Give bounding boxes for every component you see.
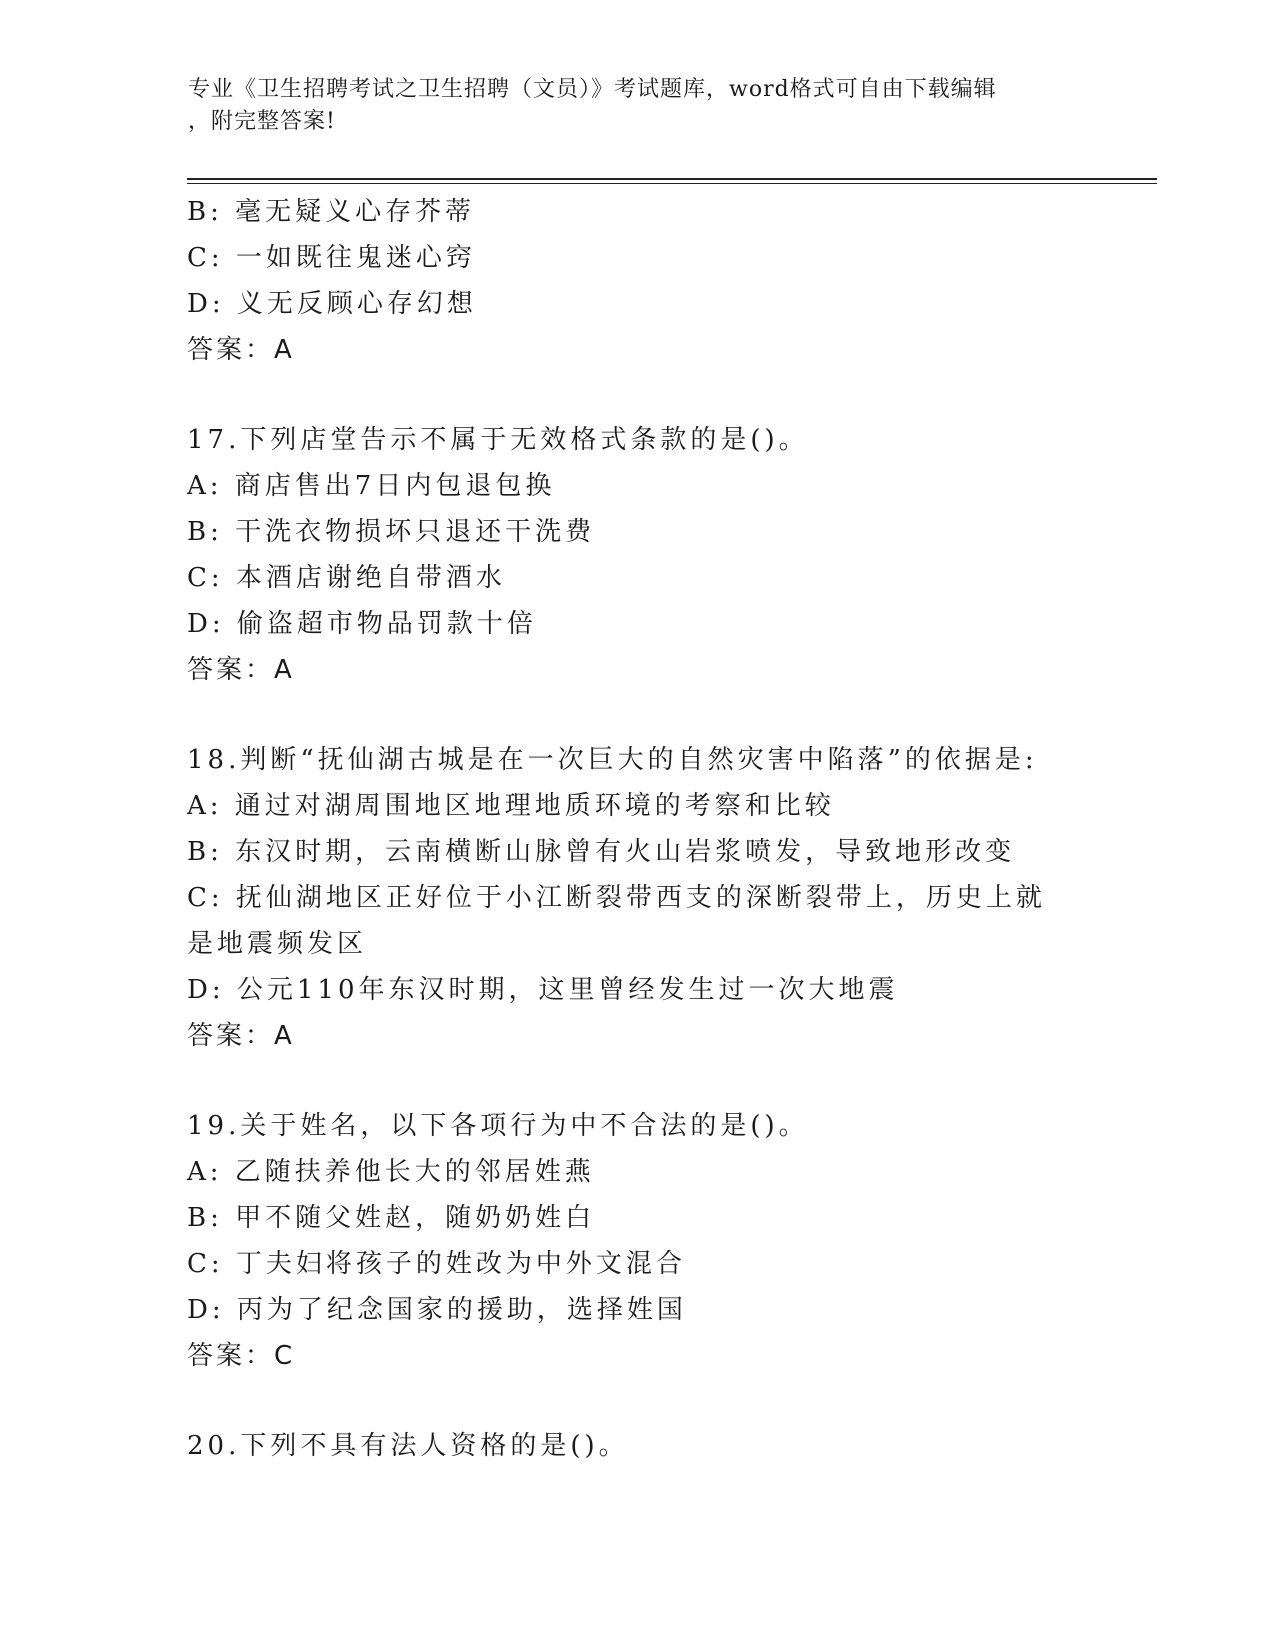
option-a: A: 乙随扶养他长大的邻居姓燕 xyxy=(187,1157,595,1187)
answer-line: 答案：A xyxy=(187,1021,295,1051)
option-c: C: 本酒店谢绝自带酒水 xyxy=(187,563,506,593)
answer-line: 答案：A xyxy=(187,655,295,685)
question-18 xyxy=(187,737,1087,1059)
option-d: D: 丙为了纪念国家的援助，选择姓国 xyxy=(187,1295,687,1325)
header-rule-thick xyxy=(187,178,1157,180)
option-a: A: 商店售出7日内包退包换 xyxy=(187,471,556,501)
header-rule-thin xyxy=(187,183,1157,184)
question-stem: 18.判断“抚仙湖古城是在一次巨大的自然灾害中陷落”的依据是: xyxy=(187,745,1038,775)
partial-question-16 xyxy=(187,189,1087,373)
question-stem: 17.下列店堂告示不属于无效格式条款的是()。 xyxy=(187,425,809,455)
question-content xyxy=(187,189,1087,1469)
answer-line: 答案：A xyxy=(187,335,295,365)
option-b: B: 干洗衣物损坏只退还干洗费 xyxy=(187,517,596,547)
answer-line: 答案：C xyxy=(187,1341,296,1371)
option-c: C: 一如既往鬼迷心窍 xyxy=(187,243,476,273)
header-line-2: ，附完整答案! xyxy=(188,109,336,134)
option-c: C: 抚仙湖地区正好位于小江断裂带西支的深断裂带上，历史上就是地震频发区 xyxy=(187,883,1046,959)
option-d: D: 偷盗超市物品罚款十倍 xyxy=(187,609,537,639)
question-20 xyxy=(187,1423,1087,1469)
header-line-1: 专业《卫生招聘考试之卫生招聘（文员）》考试题库，word格式可自由下载编辑 xyxy=(188,77,997,102)
option-b: B: 东汉时期，云南横断山脉曾有火山岩浆喷发，导致地形改变 xyxy=(187,837,1016,867)
question-stem: 19.关于姓名，以下各项行为中不合法的是()。 xyxy=(187,1111,809,1141)
option-d: D: 义无反顾心存幻想 xyxy=(187,289,477,319)
document-header xyxy=(188,74,1068,138)
option-b: B: 甲不随父姓赵，随奶奶姓白 xyxy=(187,1203,596,1233)
question-19 xyxy=(187,1103,1087,1379)
option-c: C: 丁夫妇将孩子的姓改为中外文混合 xyxy=(187,1249,686,1279)
question-stem: 20.下列不具有法人资格的是()。 xyxy=(187,1431,629,1461)
option-d: D: 公元110年东汉时期，这里曾经发生过一次大地震 xyxy=(187,975,899,1005)
option-a: A: 通过对湖周围地区地理地质环境的考察和比较 xyxy=(187,791,835,821)
option-b: B: 毫无疑义心存芥蒂 xyxy=(187,197,476,227)
question-17 xyxy=(187,417,1087,693)
